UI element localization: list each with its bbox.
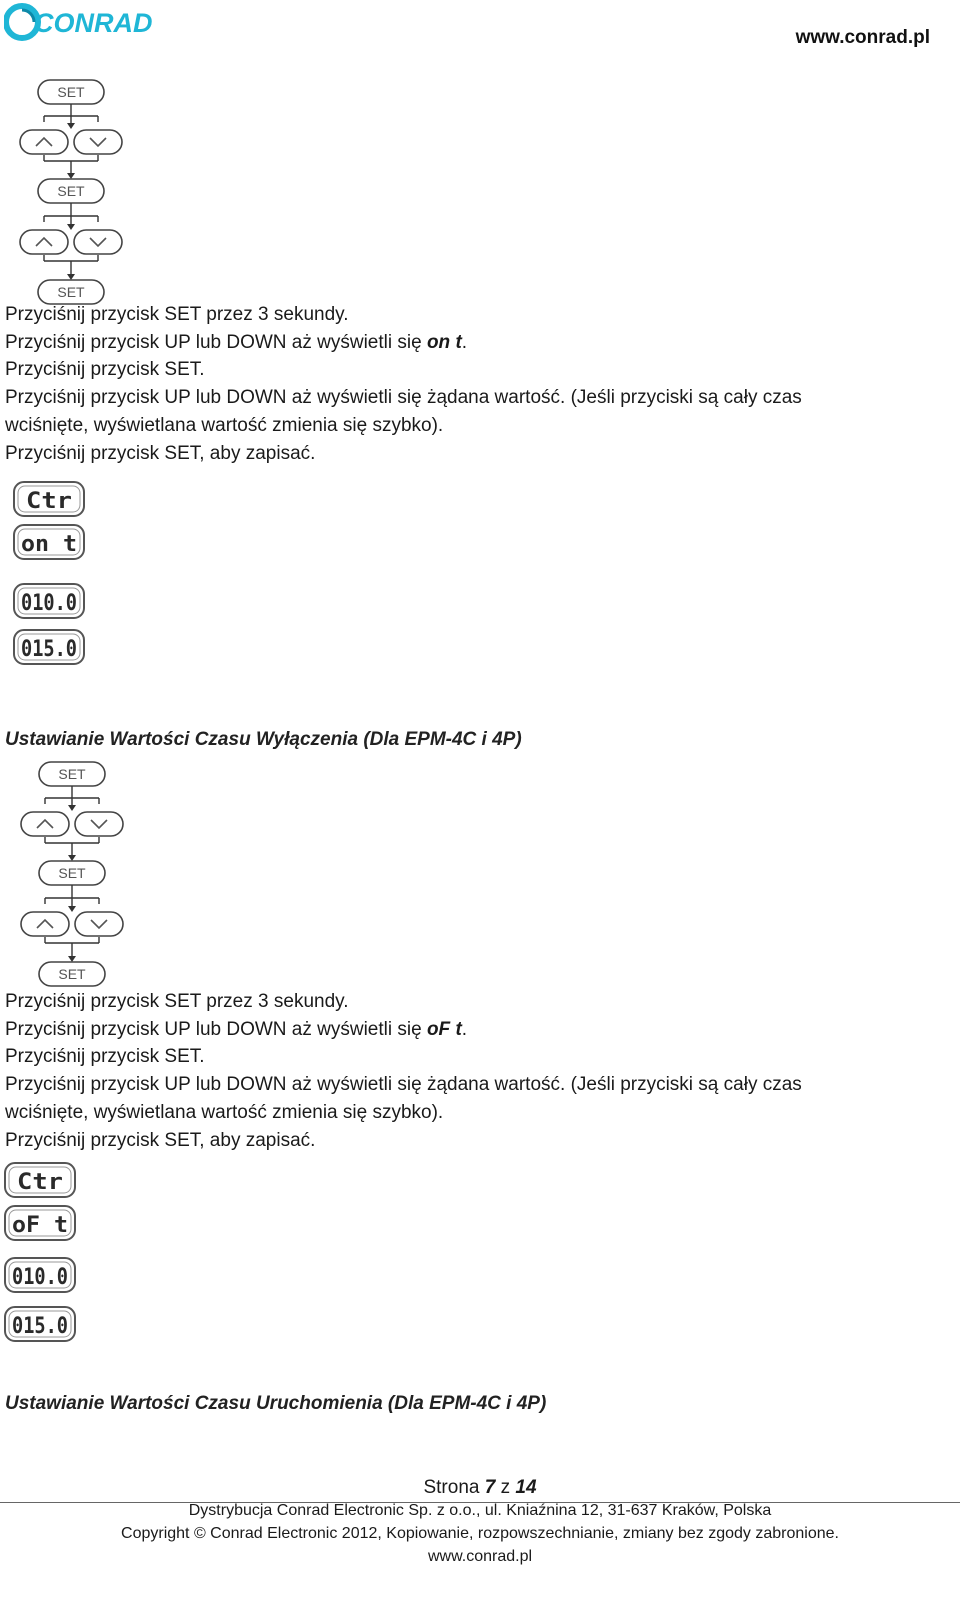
conrad-logo (4, 2, 154, 42)
flow-arrow (68, 943, 76, 962)
lcd-display (3, 1305, 79, 1345)
logo-text: CONRAD (34, 8, 153, 38)
instruction-line: Przyciśnij przycisk UP lub DOWN aż wyświetli się oF t. (5, 1018, 468, 1040)
svg-text:SET: SET (57, 84, 85, 100)
lcd-display (12, 582, 88, 622)
down-button (74, 130, 122, 154)
lcd-display (3, 1204, 79, 1244)
lcd-text: 015.0 (12, 1314, 68, 1339)
set-button (38, 280, 104, 304)
set-button (39, 962, 105, 986)
button-flow-diagram (18, 78, 128, 306)
lcd-text: 015.0 (21, 637, 77, 662)
lcd-text: 010.0 (21, 591, 77, 616)
lcd-text: Ctr (26, 489, 72, 514)
instruction-line: wciśnięte, wyświetlana wartość zmienia się szybko). (5, 414, 444, 436)
section-heading: Ustawianie Wartości Czasu Wyłączenia (Dla EPM-4C i 4P) (5, 729, 522, 750)
svg-text:SET: SET (58, 766, 86, 782)
lcd-text: on t (21, 532, 77, 557)
svg-text:SET: SET (58, 966, 86, 982)
instruction-line: Przyciśnij przycisk UP lub DOWN aż wyświetli się żądana wartość. (Jeśli przyciski są cały czas (5, 1074, 802, 1096)
set-button (39, 861, 105, 885)
up-button (21, 812, 69, 836)
lcd-display (12, 480, 88, 520)
instruction-line: Przyciśnij przycisk UP lub DOWN aż wyświetli się żądana wartość. (Jeśli przyciski są cały czas (5, 387, 802, 409)
instruction-line: Przyciśnij przycisk SET przez 3 sekundy. (5, 991, 349, 1012)
set-button (38, 80, 104, 104)
lcd-text: oF t (12, 1213, 68, 1238)
svg-text:SET: SET (58, 865, 86, 881)
svg-text:SET: SET (57, 284, 85, 300)
down-button (75, 812, 123, 836)
up-button (21, 912, 69, 936)
instruction-line: wciśnięte, wyświetlana wartość zmienia się szybko). (5, 1101, 444, 1123)
up-button (20, 230, 68, 254)
flow-arrow (67, 161, 75, 179)
section-heading: Ustawianie Wartości Czasu Uruchomienia (Dla EPM-4C i 4P) (5, 1393, 547, 1414)
display-code: on t (426, 331, 462, 353)
instruction-line: Przyciśnij przycisk SET, aby zapisać. (5, 442, 316, 464)
display-code: oF t (426, 1018, 462, 1040)
footer-copyright: Copyright © Conrad Electronic 2012, Kopiowanie, rozpowszechnianie, zmiany bez zgody zabronione. (121, 1525, 839, 1542)
instruction-line: Przyciśnij przycisk SET przez 3 sekundy. (5, 304, 349, 325)
footer-url[interactable]: www.conrad.pl (427, 1548, 533, 1565)
set-button (39, 762, 105, 786)
flow-arrow (68, 843, 76, 861)
instruction-line: Przyciśnij przycisk SET, aby zapisać. (5, 1129, 316, 1151)
down-button (75, 912, 123, 936)
instruction-line: Przyciśnij przycisk SET. (5, 1046, 205, 1068)
lcd-display (12, 628, 88, 668)
lcd-display (12, 523, 88, 563)
page-number: Strona 7 z 14 (423, 1477, 537, 1498)
instruction-line: Przyciśnij przycisk UP lub DOWN aż wyświetli się on t. (5, 331, 468, 353)
footer-address: Dystrybucja Conrad Electronic Sp. z o.o., ul. Kniaźnina 12, 31-637 Kraków, Polska (188, 1502, 772, 1519)
button-flow-diagram (19, 760, 129, 990)
lcd-display (3, 1256, 79, 1296)
lcd-display (3, 1161, 79, 1201)
instruction-line: Przyciśnij przycisk SET. (5, 359, 205, 381)
set-button (38, 179, 104, 203)
svg-text:SET: SET (57, 183, 85, 199)
flow-arrow (67, 261, 75, 280)
down-button (74, 230, 122, 254)
lcd-text: Ctr (17, 1170, 64, 1195)
up-button (20, 130, 68, 154)
lcd-text: 010.0 (12, 1265, 68, 1290)
header-url[interactable]: www.conrad.pl (795, 27, 930, 48)
